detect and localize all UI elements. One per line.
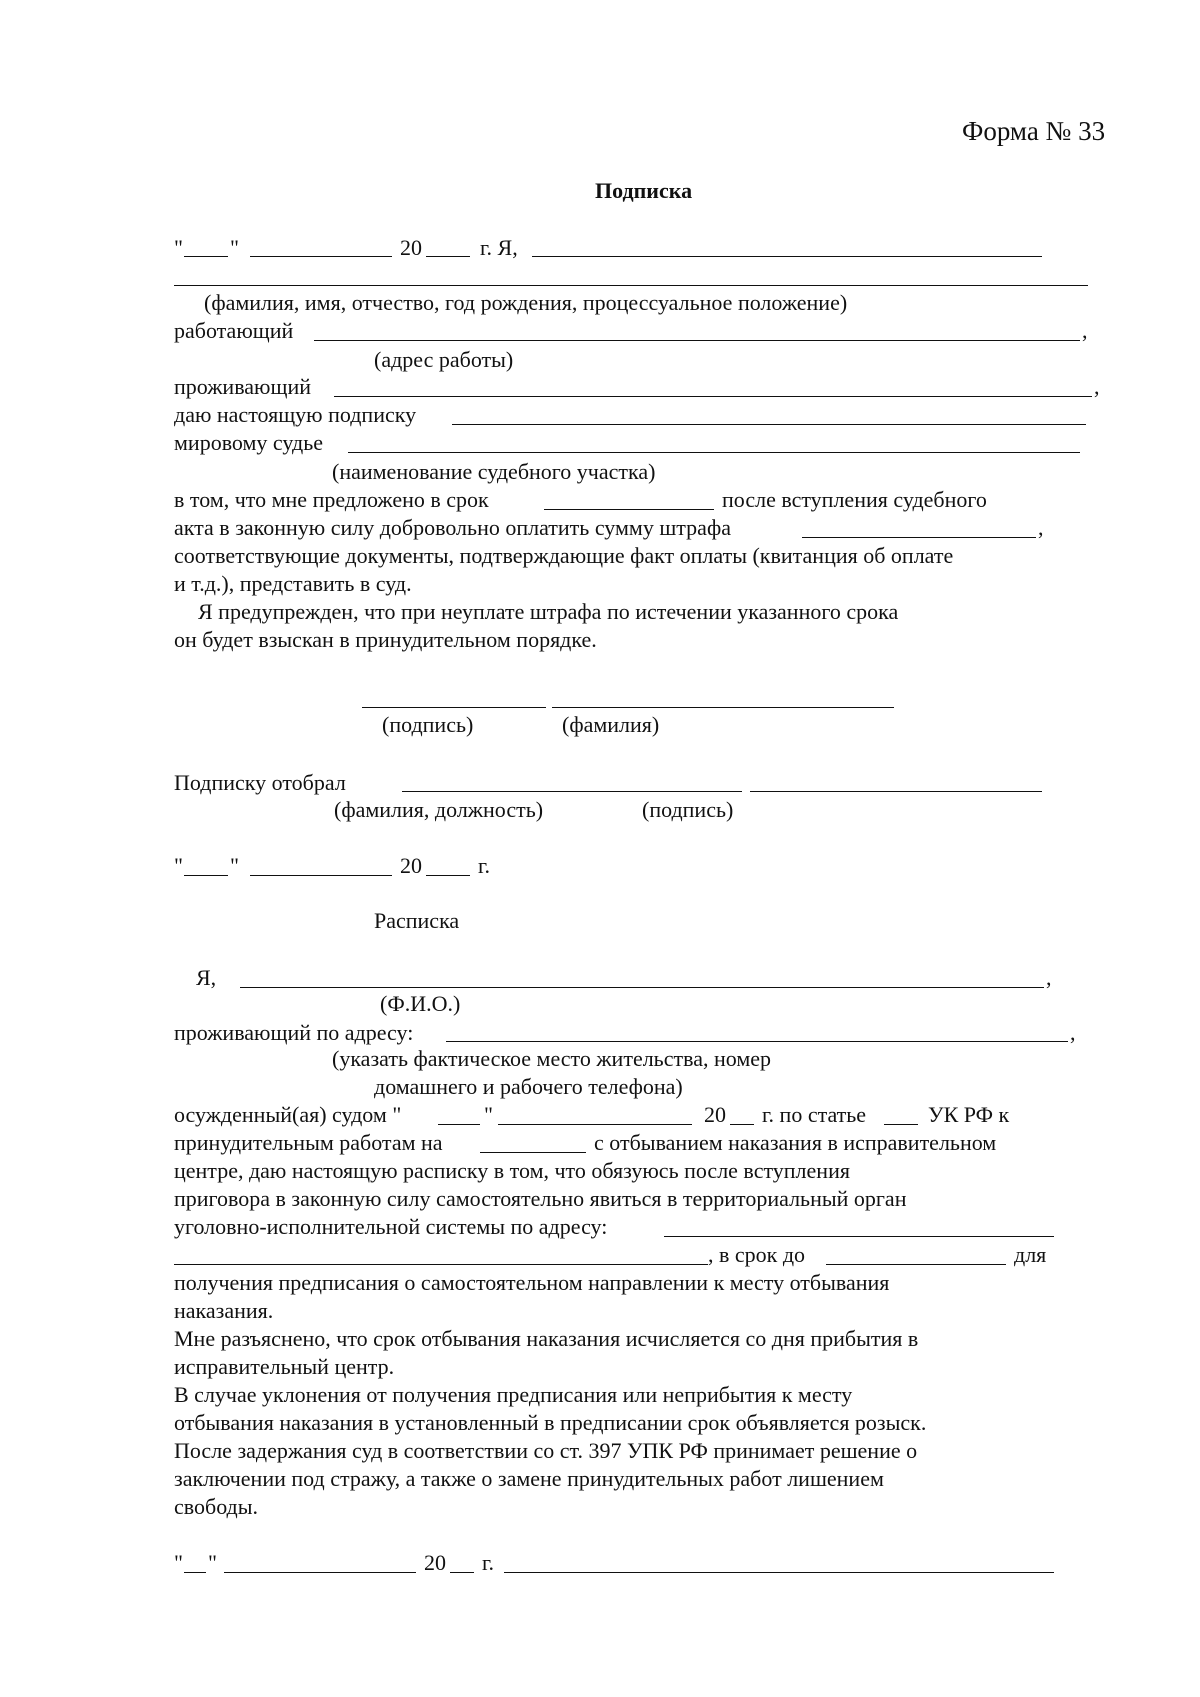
surname-caption: (фамилия): [562, 712, 660, 737]
district-caption: (наименование судебного участка): [332, 459, 656, 484]
year-suffix: г. Я,: [480, 235, 518, 260]
name-blank-line1[interactable]: [532, 256, 1042, 257]
work-address-caption: (адрес работы): [374, 347, 514, 372]
year-prefix: 20: [400, 235, 422, 260]
text-line2-a: акта в законную силу добровольно оплатить сумму штрафа: [174, 515, 731, 540]
evasion-line2: отбывания наказания в установленный в предписании срок объявляется розыск.: [174, 1410, 927, 1435]
evasion-line1: В случае уклонения от получения предписания или неприбытия к месту: [174, 1382, 853, 1407]
taken-signature-blank[interactable]: [750, 791, 1042, 792]
fio-blank[interactable]: [240, 987, 1044, 988]
date2-year-suffix: г.: [478, 853, 491, 878]
comma: ,: [1038, 515, 1044, 540]
convicted-quote-close: ": [484, 1102, 493, 1127]
detention-line3: свободы.: [174, 1494, 259, 1519]
for-label: для: [1014, 1242, 1047, 1267]
comma: ,: [1082, 318, 1088, 343]
year-blank[interactable]: [426, 256, 470, 257]
form-number: Форма № 33: [962, 116, 1106, 146]
forced-labor-b: с отбыванием наказания в исправительном: [594, 1130, 997, 1155]
system-address-blank-line2[interactable]: [174, 1264, 708, 1265]
comma: ,: [1070, 1020, 1076, 1045]
court-day-blank[interactable]: [438, 1124, 480, 1125]
punishment-line: наказания.: [174, 1298, 274, 1323]
living-label: проживающий: [174, 374, 311, 399]
address-caption-line2: домашнего и рабочего телефона): [374, 1074, 683, 1099]
podpiska-title: Подписка: [595, 178, 693, 203]
day-blank[interactable]: [184, 256, 228, 257]
give-label: даю настоящую подписку: [174, 402, 417, 427]
surname-blank[interactable]: [552, 707, 894, 708]
raspiska-title: Расписка: [374, 908, 460, 933]
convicted-year: 20: [704, 1102, 726, 1127]
name-blank-line2[interactable]: [174, 285, 1088, 286]
article-blank[interactable]: [884, 1124, 918, 1125]
warning-line1: Я предупрежден, что при неуплате штрафа по истечении указанного срока: [198, 599, 899, 624]
date2-open-quote: ": [174, 853, 183, 878]
term-blank[interactable]: [544, 509, 714, 510]
date-close-quote: ": [230, 235, 239, 260]
detention-line1: После задержания суд в соответствии со ст. 397 УПК РФ принимает решение о: [174, 1438, 918, 1463]
text-line1-b: после вступления судебного: [722, 487, 987, 512]
final-day-blank[interactable]: [184, 1572, 206, 1573]
verdict-line: приговора в законную силу самостоятельно явиться в территориальный орган: [174, 1186, 907, 1211]
date2-year-blank[interactable]: [426, 875, 470, 876]
final-open-quote: ": [174, 1550, 183, 1575]
convicted-label: осужденный(ая) судом ": [174, 1102, 402, 1127]
fine-amount-blank[interactable]: [802, 537, 1036, 538]
deadline-blank[interactable]: [826, 1264, 1006, 1265]
explained-line2: исправительный центр.: [174, 1354, 395, 1379]
taken-name-blank[interactable]: [402, 791, 742, 792]
center-line: центре, даю настоящую расписку в том, что обязуюсь после вступления: [174, 1158, 850, 1183]
text-line4: и т.д.), представить в суд.: [174, 571, 412, 596]
signature-caption: (подпись): [382, 712, 474, 737]
court-month-blank[interactable]: [498, 1124, 692, 1125]
month-blank[interactable]: [250, 256, 392, 257]
convicted-article: г. по статье: [762, 1102, 867, 1127]
final-close-quote: ": [208, 1550, 217, 1575]
comma: ,: [1094, 374, 1100, 399]
final-year-prefix: 20: [424, 1550, 446, 1575]
taken-name-caption: (фамилия, должность): [334, 797, 544, 822]
warning-line2: он будет взыскан в принудительном порядке.: [174, 627, 597, 652]
detention-line2: заключении под стражу, а также о замене принудительных работ лишением: [174, 1466, 884, 1491]
system-line: уголовно-исполнительной системы по адресу:: [174, 1214, 608, 1239]
give-blank[interactable]: [452, 424, 1086, 425]
final-signature-blank[interactable]: [504, 1572, 1054, 1573]
convicted-code: УК РФ к: [928, 1102, 1010, 1127]
court-year-blank[interactable]: [730, 1124, 754, 1125]
signature-blank[interactable]: [362, 707, 546, 708]
name-caption: (фамилия, имя, отчество, год рождения, процессуальное положение): [204, 290, 848, 315]
judge-blank[interactable]: [348, 452, 1080, 453]
date-open-quote: ": [174, 235, 183, 260]
address-blank[interactable]: [446, 1041, 1068, 1042]
text-line3: соответствующие документы, подтверждающие факт оплаты (квитанция об оплате: [174, 543, 954, 568]
date2-day-blank[interactable]: [184, 875, 228, 876]
text-line1-a: в том, что мне предложено в срок: [174, 487, 489, 512]
address-caption-line1: (указать фактическое место жительства, номер: [332, 1046, 772, 1071]
receipt-line: получения предписания о самостоятельном направлении к месту отбывания: [174, 1270, 890, 1295]
judge-label: мировому судье: [174, 430, 324, 455]
taken-label: Подписку отобрал: [174, 770, 346, 795]
explained-line1: Мне разъяснено, что срок отбывания наказания исчисляется со дня прибытия в: [174, 1326, 919, 1351]
forced-labor-term-blank[interactable]: [480, 1152, 586, 1153]
final-month-blank[interactable]: [224, 1572, 416, 1573]
work-address-blank[interactable]: [314, 340, 1080, 341]
date2-year-prefix: 20: [400, 853, 422, 878]
taken-signature-caption: (подпись): [642, 797, 734, 822]
fio-caption: (Ф.И.О.): [380, 991, 461, 1016]
working-label: работающий: [174, 318, 294, 343]
final-year-blank[interactable]: [450, 1572, 474, 1573]
i-label: Я,: [196, 965, 217, 990]
living-address-blank[interactable]: [334, 396, 1092, 397]
system-address-blank-line1[interactable]: [664, 1236, 1054, 1237]
forced-labor-a: принудительным работам на: [174, 1130, 443, 1155]
date2-month-blank[interactable]: [250, 875, 392, 876]
date2-close-quote: ": [230, 853, 239, 878]
address-label: проживающий по адресу:: [174, 1020, 414, 1045]
comma: ,: [1046, 965, 1052, 990]
final-year-suffix: г.: [482, 1550, 495, 1575]
deadline-label: , в срок до: [708, 1242, 806, 1267]
